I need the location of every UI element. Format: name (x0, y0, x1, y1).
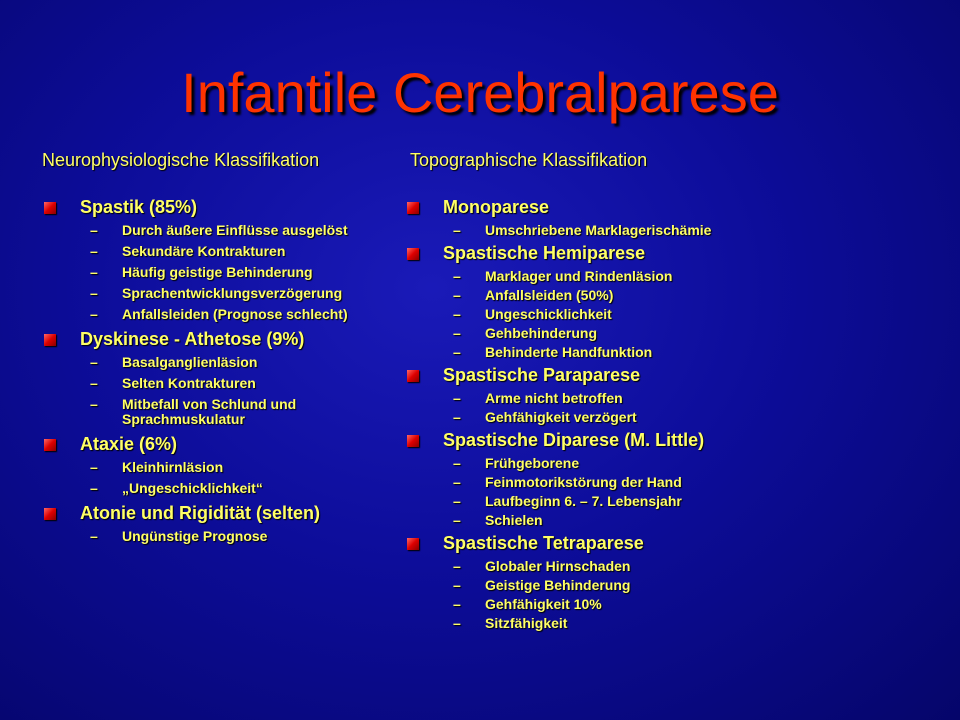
sub-item-label: Gehbehinderung (485, 325, 597, 341)
bullet-item (405, 242, 745, 264)
sub-item (405, 578, 745, 593)
sub-item (42, 244, 392, 259)
bullet-group (42, 196, 392, 322)
dash-marker: – (90, 243, 98, 259)
sub-item-label: Sekundäre Kontrakturen (122, 243, 286, 259)
sub-item-label: Laufbeginn 6. – 7. Lebensjahr (485, 493, 682, 509)
square-bullet-icon (407, 202, 419, 214)
dash-marker: – (453, 615, 461, 631)
sub-item-label: Gehfähigkeit 10% (485, 596, 602, 612)
dash-marker: – (90, 480, 98, 496)
sub-item-label: Sitzfähigkeit (485, 615, 568, 631)
sub-item-label: Umschriebene Marklagerischämie (485, 222, 712, 238)
bullet-group (405, 196, 745, 238)
sub-item (42, 307, 392, 322)
right-column (405, 196, 745, 635)
dash-marker: – (90, 375, 98, 391)
sub-item-label: Frühgeborene (485, 455, 580, 471)
sub-item-label: Sprachentwicklungsverzögerung (122, 285, 343, 301)
sub-item-label: Globaler Hirnschaden (485, 558, 631, 574)
sub-item-label: Gehfähigkeit verzögert (485, 409, 637, 425)
sub-item-label: Anfallsleiden (50%) (485, 287, 614, 303)
sub-item (405, 288, 745, 303)
sub-item-label: Häufig geistige Behinderung (122, 264, 313, 280)
bullet-group (405, 364, 745, 425)
sub-item (405, 597, 745, 612)
sub-item (42, 265, 392, 280)
bullet-label: Monoparese (443, 197, 550, 217)
square-bullet-icon (407, 370, 419, 382)
square-bullet-icon (44, 334, 56, 346)
sub-item (405, 223, 745, 238)
bullet-label: Spastische Tetraparese (443, 533, 644, 553)
dash-marker: – (90, 264, 98, 280)
sub-item-label: Behinderte Handfunktion (485, 344, 653, 360)
slide-title: Infantile Cerebralparese (181, 61, 779, 124)
bullet-label: Spastische Hemiparese (443, 243, 646, 263)
dash-marker: – (453, 558, 461, 574)
sub-item (42, 376, 392, 391)
bullet-item (405, 196, 745, 218)
sub-item (405, 326, 745, 341)
dash-marker: – (90, 354, 98, 370)
sub-item (42, 529, 392, 544)
sub-item-label: Marklager und Rindenläsion (485, 268, 673, 284)
dash-marker: – (453, 512, 461, 528)
dash-marker: – (90, 528, 98, 544)
bullet-label: Atonie und Rigidität (selten) (80, 503, 320, 523)
dash-marker: – (453, 325, 461, 341)
dash-marker: – (453, 455, 461, 471)
sub-item (405, 616, 745, 631)
sub-item-label: Ungeschicklichkeit (485, 306, 612, 322)
dash-marker: – (90, 222, 98, 238)
sub-item (405, 391, 745, 406)
dash-marker: – (90, 306, 98, 322)
bullet-item (42, 328, 392, 350)
sub-item-label: Anfallsleiden (Prognose schlecht) (122, 306, 348, 322)
dash-marker: – (453, 409, 461, 425)
sub-item (405, 269, 745, 284)
sub-item (405, 345, 745, 360)
square-bullet-icon (44, 508, 56, 520)
sub-item (42, 355, 392, 370)
sub-item (42, 397, 392, 427)
bullet-item (42, 196, 392, 218)
bullet-group (405, 242, 745, 360)
dash-marker: – (453, 268, 461, 284)
sub-item-label: „Ungeschicklichkeit“ (122, 480, 263, 496)
dash-marker: – (90, 396, 98, 412)
left-column (42, 196, 392, 550)
bullet-group (42, 328, 392, 427)
sub-item (405, 307, 745, 322)
bullet-label: Spastische Diparese (M. Little) (443, 430, 705, 450)
dash-marker: – (453, 287, 461, 303)
bullet-item (405, 364, 745, 386)
bullet-label: Spastik (85%) (80, 197, 198, 217)
dash-marker: – (453, 577, 461, 593)
sub-item (42, 481, 392, 496)
sub-item-label: Feinmotorikstörung der Hand (485, 474, 682, 490)
bullet-group (405, 429, 745, 528)
bullet-label: Ataxie (6%) (80, 434, 178, 454)
dash-marker: – (90, 459, 98, 475)
dash-marker: – (453, 474, 461, 490)
sub-item (405, 559, 745, 574)
sub-item-label: Durch äußere Einflüsse ausgelöst (122, 222, 348, 238)
sub-item (405, 494, 745, 509)
dash-marker: – (453, 306, 461, 322)
sub-item-label: Selten Kontrakturen (122, 375, 256, 391)
bullet-group (405, 532, 745, 631)
sub-item (42, 286, 392, 301)
sub-item (405, 410, 745, 425)
sub-item (42, 223, 392, 238)
sub-item-label: Mitbefall von Schlund und Sprachmuskulatur (122, 396, 297, 427)
sub-item-label: Geistige Behinderung (485, 577, 631, 593)
dash-marker: – (90, 285, 98, 301)
sub-item (42, 460, 392, 475)
bullet-label: Spastische Paraparese (443, 365, 641, 385)
sub-item (405, 456, 745, 471)
sub-item-label: Kleinhirnläsion (122, 459, 224, 475)
dash-marker: – (453, 222, 461, 238)
square-bullet-icon (44, 202, 56, 214)
sub-item-label: Schielen (485, 512, 543, 528)
sub-item-label: Arme nicht betroffen (485, 390, 623, 406)
sub-item-label: Basalganglienläsion (122, 354, 258, 370)
dash-marker: – (453, 390, 461, 406)
right-column-heading: Topographische Klassifikation (410, 150, 648, 170)
square-bullet-icon (407, 435, 419, 447)
sub-item (405, 513, 745, 528)
bullet-group (42, 433, 392, 496)
bullet-group (42, 502, 392, 544)
bullet-item (42, 502, 392, 524)
square-bullet-icon (44, 439, 56, 451)
bullet-item (405, 532, 745, 554)
dash-marker: – (453, 596, 461, 612)
dash-marker: – (453, 493, 461, 509)
left-column-heading: Neurophysiologische Klassifikation (42, 150, 320, 170)
dash-marker: – (453, 344, 461, 360)
square-bullet-icon (407, 248, 419, 260)
bullet-item (42, 433, 392, 455)
sub-item (405, 475, 745, 490)
square-bullet-icon (407, 538, 419, 550)
bullet-item (405, 429, 745, 451)
sub-item-label: Ungünstige Prognose (122, 528, 268, 544)
bullet-label: Dyskinese - Athetose (9%) (80, 329, 305, 349)
